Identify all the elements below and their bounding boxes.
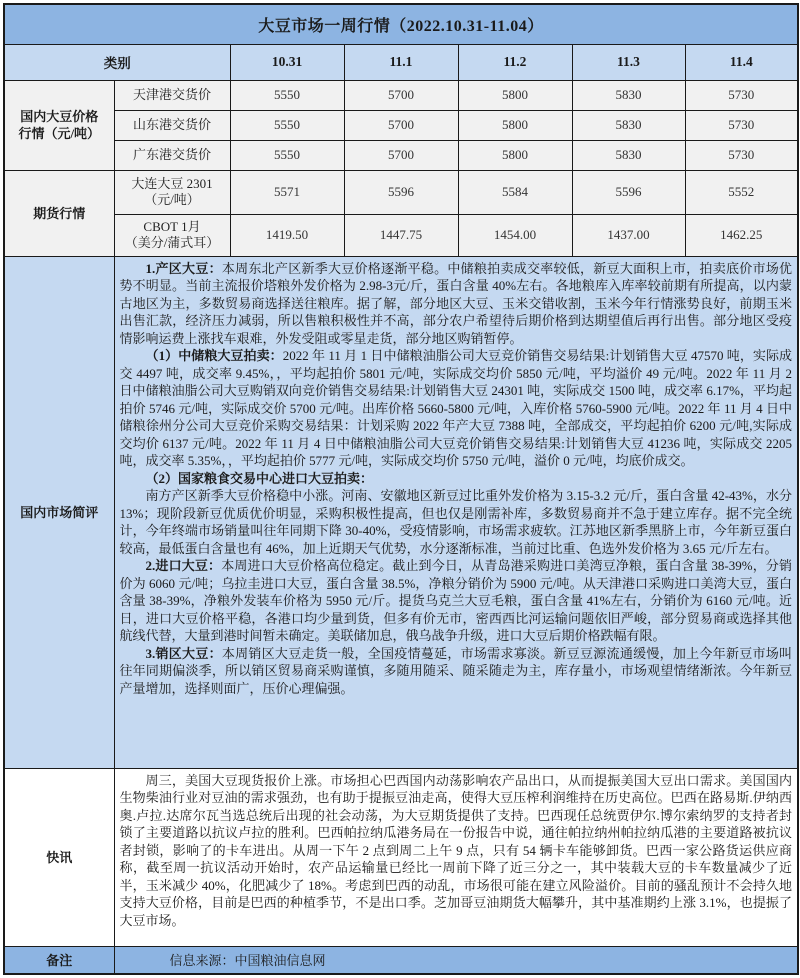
paragraph-lead: 2.进口大豆： (145, 558, 222, 573)
price-value: 5700 (344, 80, 458, 110)
paragraph-text: 南方产区新季大豆价格稳中小涨。河南、安徽地区新豆过比重外发价格为 3.15-3.2 元/斤，蛋白含量 42-43%，水分 13%；现阶段新豆优质优价明显，采购积极性提高，但也仅是刚需补库，多数贸易商并不急于建立库存。据不完全统计，今年终端市场销量叫往年同期下降 30-40%，受疫情影响，市场需求疲软。江苏地区新季黑脐上市，今年新豆蛋白较高，最低蛋白含量也有 46%，加上近期天气优势，水分逐渐标准，当前过比重、色选外发价格为 3.65 元/斤左右。 (119, 488, 793, 556)
futures-value: 1419.50 (230, 214, 344, 256)
futures-value: 5571 (230, 170, 344, 214)
price-value: 5550 (230, 110, 344, 140)
price-value: 5700 (344, 110, 458, 140)
paragraph-text: 本周销区大豆走货一般，全国疫情蔓延，市场需求寡淡。新豆豆源流通缓慢，加上今年新豆市场叫往年同期偏淡季，所以销区贸易商采购谨慎，多随用随采、随采随走为主，库存量小，市场观望情绪渐浓。今年新豆产量增加，选择则面广，压价心理偏强。 (119, 645, 793, 696)
price-value: 5550 (230, 140, 344, 170)
price-value: 5830 (572, 140, 685, 170)
column-header-category: 类别 (4, 44, 230, 80)
table-row (4, 110, 798, 140)
table-row (4, 170, 798, 214)
commentary-paragraph (120, 645, 793, 698)
price-value: 5730 (685, 140, 798, 170)
price-value: 5730 (685, 110, 798, 140)
paragraph-text: 本周东北产区新季大豆价格逐渐平稳。中储粮拍卖成交率较低，新豆大面积上市，拍卖底价市场优势不明显。当前主流报价塔粮外发价格为 2.98-3元/斤，蛋白含量 40%左右。各地粮库入库率较前期有所提高，以内蒙古地区为主，多数贸易商选择送往粮库。据了解，部分地区大豆、玉米交错收割，玉米今年行情涨势良好，前期玉米出售汇款，经济压力减弱，所以售粮积极性并不高，部分农户希望待后期价格到达期望值后再行出售。部分地区受疫情影响运费上涨找车艰难，外发受阻或零星走货，部分地区购销暂停。 (119, 260, 793, 346)
row-label-dalian-2301 (114, 170, 230, 214)
paragraph-text: 2022 年 11 月 1 日中储粮油脂公司大豆竞价销售交易结果:计划销售大豆 47570 吨，实际成交 4497 吨，成交率 9.45%，，平均起拍价 5801 元/吨，实际成交均价 5850 元/吨，平均溢价 49 元/吨。2022 年 11 月 2 日中储粮油脂公司大豆购销双向竞价销售交易结果:计划销售大豆 24301 吨，实际成交 1500 吨，成交率 6.17%，平均起拍价 5746 元/吨，实际成交价 5700 元/吨。出库价格 5660-5800 元/吨，入库价格 5760-5900 元/吨。2022 年 11 月 4 日中储粮徐州分公司大豆竞价采购交易结果：计划采购 2022 年产大豆 7388 吨，全部成交，平均起拍价 6200 元/吨,实际成交均价 6137 元/吨。2022 年 11 月 4 日中储粮油脂公司大豆竞价销售交易结果:计划销售大豆 41236 吨，实际成交 2205 吨，成交率 5.35%，，平均起拍价 5777 元/吨，实际成交均价 5750 元/吨，溢价 0 元/吨，均底价成交。 (119, 348, 793, 468)
section-label-futures: 期货行情 (4, 170, 114, 256)
price-value: 5550 (230, 80, 344, 110)
futures-value: 5596 (344, 170, 458, 214)
row-label-shandong: 山东港交货价 (114, 110, 230, 140)
futures-value: 1447.75 (344, 214, 458, 256)
section-label-domestic-price (4, 80, 114, 170)
page-title: 大豆市场一周行情（2022.10.31-11.04） (4, 4, 798, 44)
column-header-date-1101: 11.1 (344, 44, 458, 80)
commentary-paragraph (120, 487, 793, 557)
paragraph-lead: （2）国家粮食交易中心进口大豆拍卖： (145, 470, 374, 486)
table-row (4, 214, 798, 256)
price-value: 5700 (344, 140, 458, 170)
futures-name-line2: （元/吨） (144, 192, 200, 207)
table-row (4, 80, 798, 110)
commentary-paragraph (120, 347, 793, 470)
price-value: 5830 (572, 110, 685, 140)
row-label-guangdong: 广东港交货价 (114, 140, 230, 170)
row-label-cbot-jan (114, 214, 230, 256)
price-value: 5800 (458, 110, 572, 140)
futures-value: 1462.25 (685, 214, 798, 256)
futures-value: 5552 (685, 170, 798, 214)
price-value: 5730 (685, 80, 798, 110)
column-header-date-1102: 11.2 (458, 44, 572, 80)
table-row (4, 946, 798, 974)
remark-source-text: 信息来源：中国粮油信息网 (114, 946, 798, 974)
commentary-paragraph (120, 470, 793, 488)
news-paragraph: 周三，美国大豆现货报价上涨。市场担心巴西国内动荡影响农产品出口，从而提振美国大豆出口需求。美国国内生物柴油行业对豆油的需求强劲，也有助于提振豆油走高，使得大豆压榨利润维持在历史高位。巴西在路易斯.伊纳西奥.卢拉.达席尔瓦当选总统后出现的社会动荡，为大豆期货提供了支持。巴西现任总统贾伊尔.博尔索纳罗的支持者封锁了主要道路以抗议卢拉的胜利。巴西帕拉纳瓜港务局在一份报告中说，通往帕拉纳州帕拉纳瓜港的主要道路被抗议者封锁，影响了的卡车进出。从周一下午 2 点到周二上午 9 点，只有 54 辆卡车能够卸货。巴西一家公路货运供应商称，截至周一抗议活动开始时，农产品运输量已经比一周前下降了近三分之一，其中装载大豆的卡车数量减少了近半，玉米减少 40%，化肥减少了 18%。考虑到巴西的动乱，市场很可能在建立风险溢价。目前的骚乱预计不会持久地支持大豆价格，目前是巴西的种植季节，不是出口季。芝加哥豆油期货大幅攀升，其中基准期约上涨 3.1%，也提振了大豆市场。 (119, 772, 793, 928)
section-label-commentary: 国内市场简评 (4, 256, 114, 768)
commentary-text-block (114, 256, 798, 768)
futures-value: 1454.00 (458, 214, 572, 256)
news-text-block (114, 768, 798, 946)
column-header-date-1103: 11.3 (572, 44, 685, 80)
table-row (4, 768, 798, 946)
price-value: 5800 (458, 140, 572, 170)
section-label-line2: 行情（元/吨） (18, 126, 101, 141)
column-header-date-1031: 10.31 (230, 44, 344, 80)
section-label-remark: 备注 (4, 946, 114, 974)
futures-name-line2: （美分/蒲式耳） (124, 235, 220, 250)
futures-value: 1437.00 (572, 214, 685, 256)
paragraph-text: 本周进口大豆价格高位稳定。截止到今日，从青岛港采购进口美湾豆净粮，蛋白含量 38-39%，分销价为 6060 元/吨；乌拉圭进口大豆，蛋白含量 38.5%，净粮分销价为 5900 元/吨。从天津港口采购进口美湾大豆，蛋白含量 38-39%，净粮外发装车价格为 5950 元/斤。提货乌克兰大豆毛粮，蛋白含量 41%左右，分销价为 6160 元/吨。近日，进口大豆价格平稳，各港口均少量到货，但多有价无市，密西西比河运输问题依旧严峻，部分贸易商或选择其他航线代替，大量到港时间暂未确定。美联储加息，俄乌战争升级，进口大豆后期价格跌幅有限。 (119, 558, 793, 643)
futures-name-line1: 大连大豆 2301 (131, 176, 213, 191)
paragraph-lead: 3.销区大豆： (145, 645, 222, 661)
row-label-tianjin: 天津港交货价 (114, 80, 230, 110)
section-label-line1: 国内大豆价格 (20, 109, 99, 124)
price-value: 5830 (572, 80, 685, 110)
paragraph-lead: （1）中储粮大豆拍卖： (145, 348, 283, 363)
soybean-price-table (3, 3, 799, 975)
futures-name-line1: CBOT 1月 (143, 219, 201, 234)
section-label-news: 快讯 (4, 768, 114, 946)
table-row (4, 256, 798, 768)
futures-value: 5584 (458, 170, 572, 214)
commentary-paragraph (120, 260, 793, 348)
paragraph-lead: 1.产区大豆： (145, 260, 222, 276)
commentary-paragraph (120, 557, 793, 645)
column-header-date-1104: 11.4 (685, 44, 798, 80)
table-row (4, 140, 798, 170)
price-value: 5800 (458, 80, 572, 110)
futures-value: 5596 (572, 170, 685, 214)
